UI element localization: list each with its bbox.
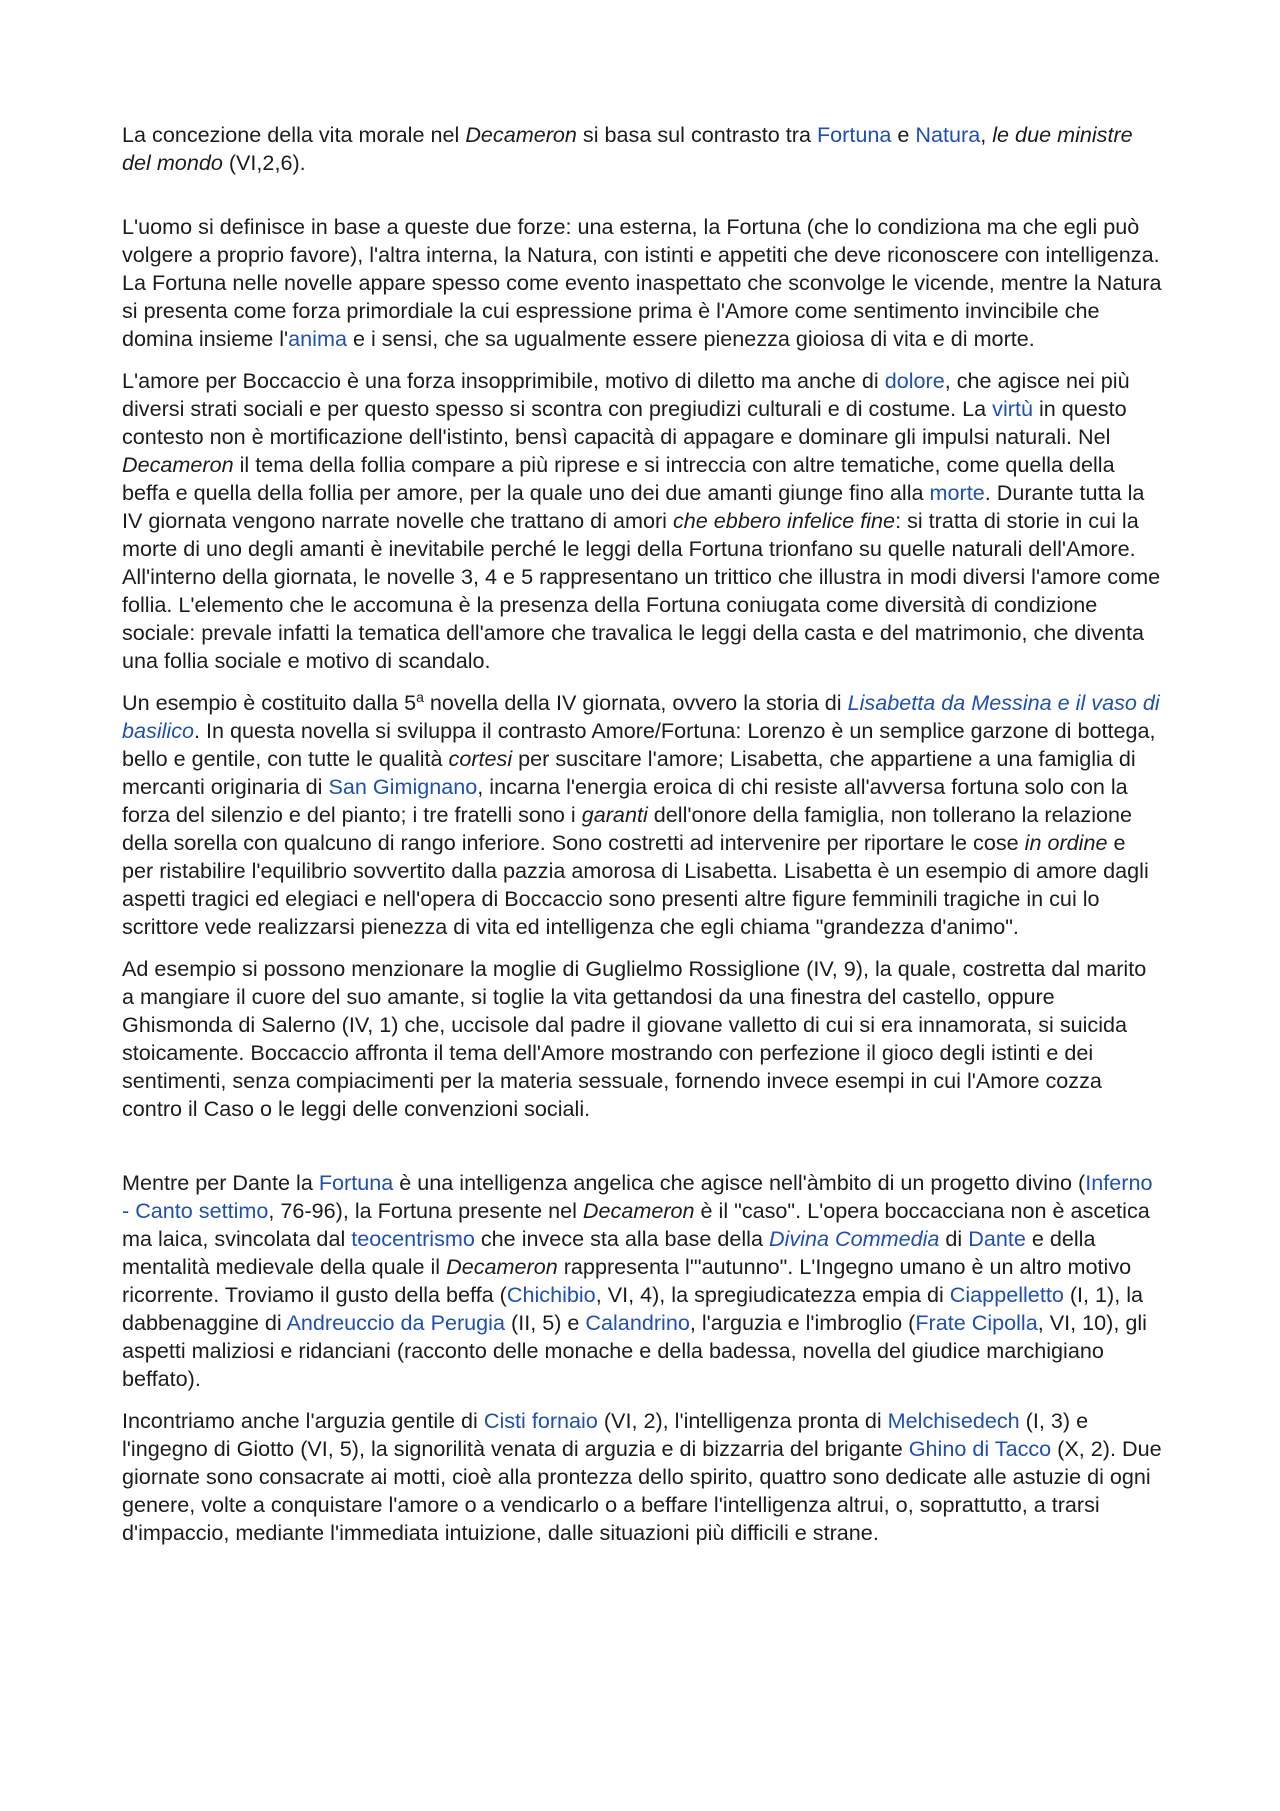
text: (II, 5) e (505, 1310, 586, 1335)
text: : si tratta di storie in cui la morte di uno degli amanti è inevitabile perché le leggi della Fortuna trionfano su quelle naturali dell'Amore. All'interno della giornata, le novelle 3, 4 e 5 rappresentano un trittico che illustra in modi diversi l'amore come follia. L'elemento che le accomuna è la presenza della Fortuna coniugata come diversità di condizione sociale: prevale infatti la tematica dell'amore che travalica le leggi della casta e del matrimonio, che diventa una follia sociale e motivo di scandalo. (122, 508, 1161, 673)
text: (I, 3) e l'ingegno di Giotto (VI, 5), la signorilità venata di arguzia e di bizzarria del brigante (122, 1408, 1089, 1461)
text: in questo contesto non è mortificazione dell'istinto, bensì capacità di appagare e dominare gli impulsi naturali. Nel (122, 396, 1127, 449)
text: (VI,2,6). (222, 150, 306, 175)
text: novella della IV giornata, ovvero la storia di (423, 690, 848, 715)
text: L'amore per Boccaccio è una forza insopprimibile, motivo di diletto ma anche di (122, 368, 885, 393)
text: , VI, 4), la spregiudicatezza empia di (595, 1282, 950, 1307)
link-frate-cipolla[interactable]: Frate Cipolla (915, 1310, 1038, 1335)
link-fortuna[interactable]: Fortuna (816, 122, 892, 147)
link-andreuccio-da-perugia[interactable]: Andreuccio da Perugia (286, 1310, 505, 1335)
text: e della mentalità medievale della quale il (122, 1226, 1096, 1279)
paragraph-forces (122, 213, 1162, 353)
quote: che ebbero infelice fine (672, 508, 896, 533)
link-lisabetta-label: Lisabetta da Messina e il vaso di basilico (122, 690, 1160, 743)
paragraph-love (122, 367, 1162, 675)
text: , (980, 122, 993, 147)
text: è il "caso". L'opera boccacciana non è ascetica ma laica, svincolata dal (122, 1198, 1150, 1251)
link-dante[interactable]: Dante (968, 1226, 1026, 1251)
emphasis: in ordine (1024, 830, 1108, 855)
text: . Durante tutta la IV giornata vengono narrate novelle che trattano di amori (122, 480, 1145, 533)
link-chichibio[interactable]: Chichibio (506, 1282, 596, 1307)
work-title: Decameron (122, 452, 234, 477)
text: L'uomo si definisce in base a queste due forze: una esterna, la Fortuna (che lo condiziona ma che egli può volgere a proprio favore), l'altra interna, la Natura, con istinti e appetiti che deve riconoscere con intelligenza. La Fortuna nelle novelle appare spesso come evento inaspettato che sconvolge le vicende, mentre la Natura si presenta come forza primordiale la cui espressione prima è l'Amore come sentimento invincibile che domina insieme l' (122, 214, 1162, 351)
link-anima[interactable]: anima (288, 326, 347, 351)
quote: le due ministre del mondo (122, 122, 1133, 175)
text: , VI, 10), gli aspetti maliziosi e ridanciani (racconto delle monache e della badessa, novella del giudice marchigiano beffato). (122, 1310, 1147, 1391)
text: rappresenta l'"autunno". L'Ingegno umano è un altro motivo ricorrente. Troviamo il gusto della beffa ( (122, 1254, 1132, 1307)
link-dolore[interactable]: dolore (884, 368, 945, 393)
text: e per ristabilire l'equilibrio sovvertito dalla pazzia amorosa di Lisabetta. Lisabetta è un esempio di amore dagli aspetti tragici ed elegiaci e nell'opera di Boccaccio sono presenti altre figure femminili tragiche in cui lo scrittore vede realizzarsi pienezza di vita ed intelligenza che egli chiama "grandezza d'animo". (122, 830, 1149, 939)
paragraph-wit (122, 1407, 1162, 1547)
text: Mentre per Dante la (122, 1170, 319, 1195)
link-calandrino[interactable]: Calandrino (585, 1310, 690, 1335)
text: e (891, 122, 916, 147)
link-cisti-fornaio[interactable]: Cisti fornaio (483, 1408, 598, 1433)
emphasis: garanti (581, 802, 648, 827)
text: , l'arguzia e l'imbroglio ( (689, 1310, 916, 1335)
text: per suscitare l'amore; Lisabetta, che appartiene a una famiglia di mercanti originaria di (122, 746, 1136, 799)
link-ghino-di-tacco[interactable]: Ghino di Tacco (908, 1436, 1052, 1461)
document-body (122, 121, 1162, 1561)
work-title: Decameron (446, 1254, 558, 1279)
text: (I, 1), la dabbenaggine di (122, 1282, 1144, 1335)
work-title: Decameron (465, 122, 577, 147)
text: (VI, 2), l'intelligenza pronta di (597, 1408, 888, 1433)
link-morte[interactable]: morte (929, 480, 985, 505)
paragraph-dante (122, 1169, 1162, 1393)
link-melchisedech[interactable]: Melchisedech (887, 1408, 1020, 1433)
paragraph-examples (122, 955, 1162, 1123)
text: e i sensi, che sa ugualmente essere pienezza gioiosa di vita e di morte. (346, 326, 1035, 351)
text: si basa sul contrasto tra (576, 122, 817, 147)
link-san-gimignano[interactable]: San Gimignano (328, 774, 478, 799)
paragraph-intro (122, 121, 1162, 177)
text: di (939, 1226, 969, 1251)
text: La concezione della vita morale nel (122, 122, 466, 147)
text: dell'onore della famiglia, non tollerano la relazione della sorella con qualcuno di rango inferiore. Sono costretti ad intervenire per riportare le cose (122, 802, 1133, 855)
text: , 76-96), la Fortuna presente nel (268, 1198, 583, 1223)
text: Un esempio è costituito dalla 5 (122, 690, 417, 715)
link-fortuna-dante[interactable]: Fortuna (318, 1170, 394, 1195)
text: , che agisce nei più diversi strati sociali e per questo spesso si scontra con pregiudizi culturali e di costume. La (122, 368, 1130, 421)
text: Incontriamo anche l'arguzia gentile di (122, 1408, 484, 1433)
ordinal-superscript: a (416, 688, 424, 705)
paragraph-lisabetta (122, 689, 1162, 941)
link-virtu[interactable]: virtù (992, 396, 1033, 421)
link-ciappelletto[interactable]: Ciappelletto (949, 1282, 1064, 1307)
link-inferno-canto-settimo[interactable]: Inferno - Canto settimo (122, 1170, 1153, 1223)
link-teocentrismo[interactable]: teocentrismo (351, 1226, 475, 1251)
text: . In questa novella si sviluppa il contrasto Amore/Fortuna: Lorenzo è un semplice garzone di bottega, bello e gentile, con tutte le qualità (122, 718, 1156, 771)
text: Ad esempio si possono menzionare la moglie di Guglielmo Rossiglione (IV, 9), la quale, costretta dal marito a mangiare il cuore del suo amante, si toglie la vita gettandosi da una finestra del castello, oppure Ghismonda di Salerno (IV, 1) che, uccisole dal padre il giovane valletto di cui si era innamorata, si suicida stoicamente. Boccaccio affronta il tema dell'Amore mostrando con perfezione il gioco degli istinti e dei sentimenti, senza compiacimenti per la materia sessuale, fornendo invece esempi in cui l'Amore cozza contro il Caso o le leggi delle convenzioni sociali. (122, 956, 1147, 1121)
text: il tema della follia compare a più riprese e si intreccia con altre tematiche, come quella della beffa e quella della follia per amore, per la quale uno dei due amanti giunge fino alla (122, 452, 1115, 505)
emphasis: cortesi (448, 746, 513, 771)
work-title: Decameron (582, 1198, 695, 1223)
text: è una intelligenza angelica che agisce nell'àmbito di un progetto divino ( (393, 1170, 1086, 1195)
link-divina-commedia[interactable] (769, 1226, 939, 1251)
text: , incarna l'energia eroica di chi resiste all'avversa fortuna solo con la forza del silenzio e del pianto; i tre fratelli sono i (122, 774, 1128, 827)
text: (X, 2). Due giornate sono consacrate ai motti, cioè alla prontezza dello spirito, quattro sono dedicate alle astuzie di ogni genere, volte a conquistare l'amore o a vendicarlo o a beffare l'intelligenza altrui, o, soprattutto, a trarsi d'impaccio, mediante l'immediata intuizione, dalle situazioni più difficili e strane. (122, 1436, 1162, 1545)
text: che invece sta alla base della (474, 1226, 769, 1251)
link-divina-commedia-label: Divina Commedia (768, 1226, 940, 1251)
link-natura[interactable]: Natura (915, 122, 981, 147)
